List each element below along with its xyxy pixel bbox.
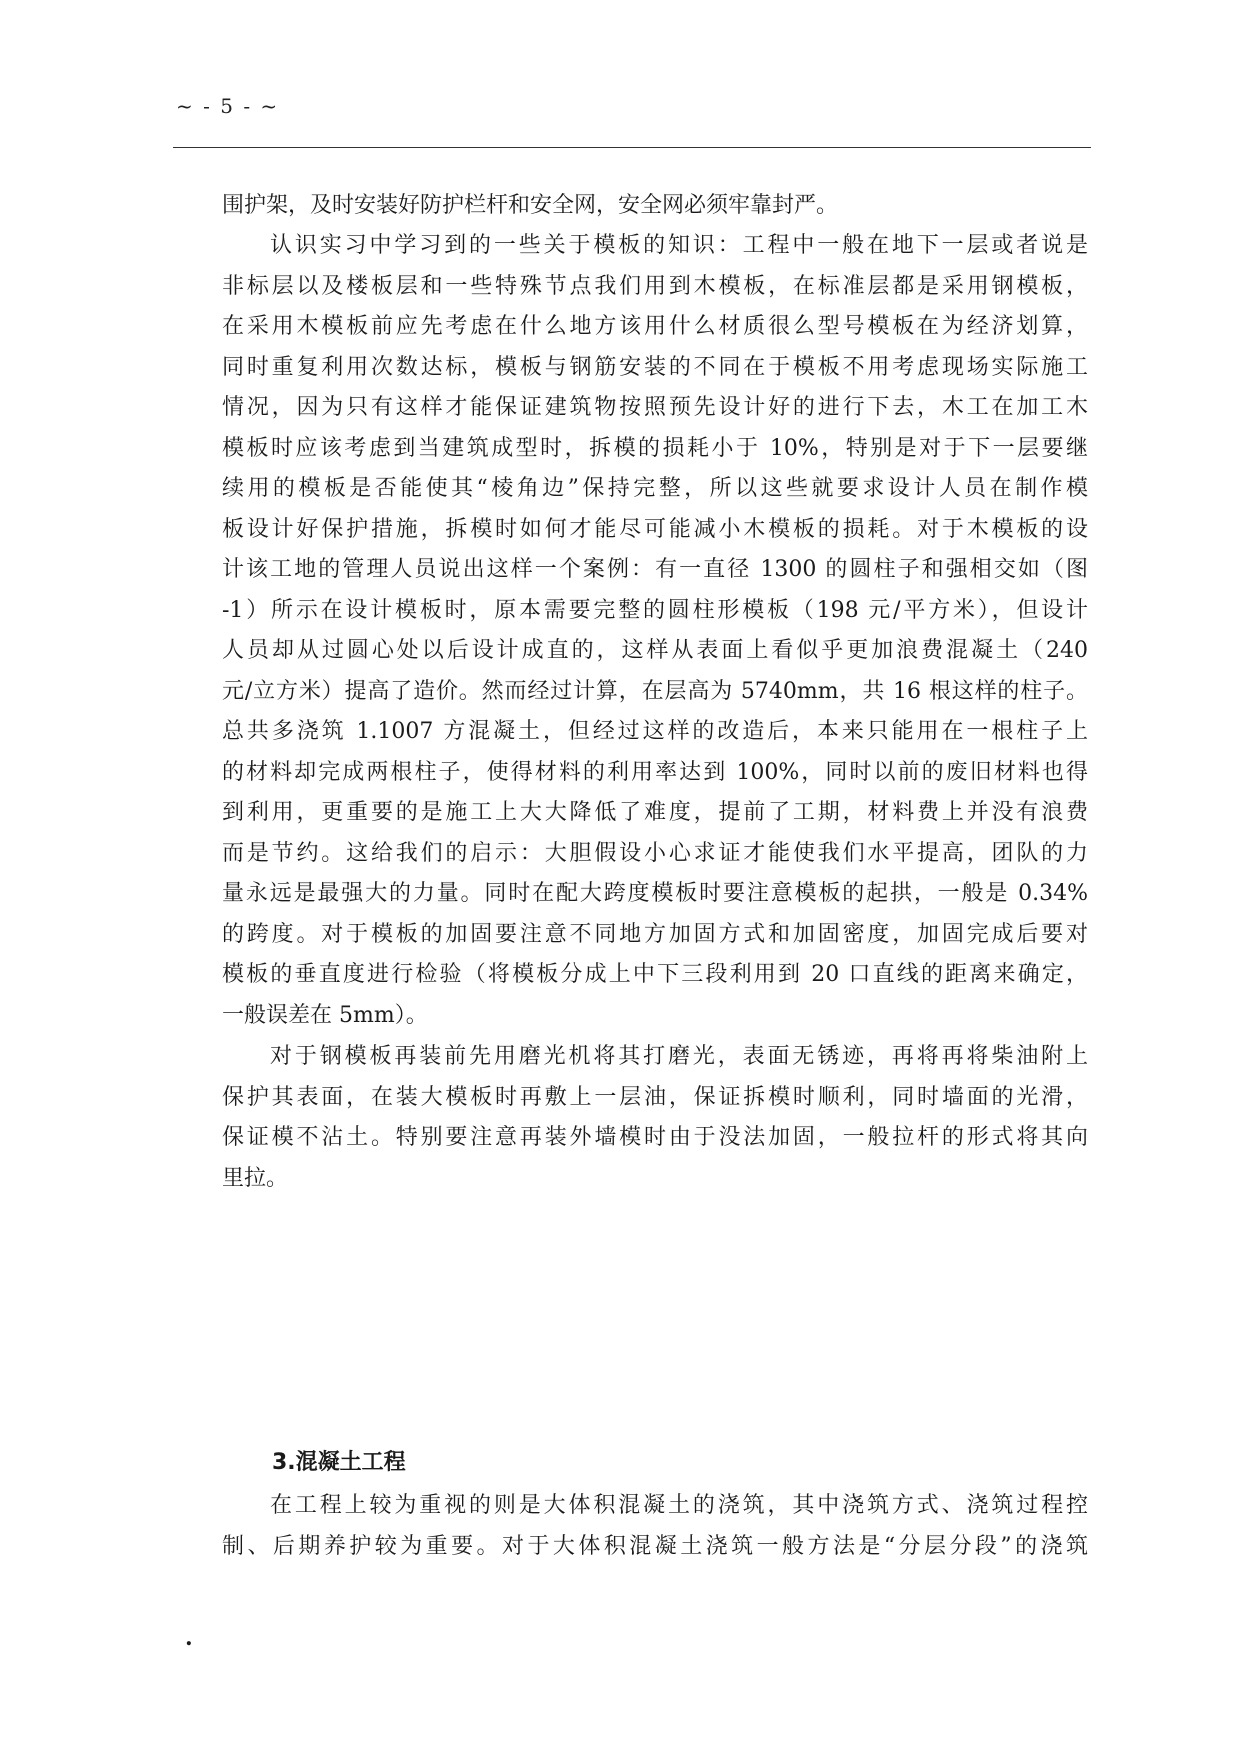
paragraph-concrete — [222, 1486, 1088, 1567]
text-line: 板设计好保护措施，拆模时如何才能尽可能减小木模板的损耗。对于木模板的设 — [222, 516, 1088, 542]
text-line: 里拉。 — [222, 1165, 289, 1191]
paragraph-continuation — [222, 186, 1088, 227]
text-line: 情况，因为只有这样才能保证建筑物按照预先设计好的进行下去，木工在加工木 — [222, 395, 1088, 420]
text-line: 人员却从过圆心处以后设计成直的，这样从表面上看似乎更加浪费混凝土（240 — [222, 638, 1088, 663]
text-line: 在工程上较为重视的则是大体积混凝土的浇筑，其中浇筑方式、浇筑过程控 — [270, 1493, 1088, 1518]
text-line: 元/立方米）提高了造价。然而经过计算，在层高为 5740mm，共 16 根这样的柱子。 — [222, 678, 1088, 704]
text-line: 而是节约。这给我们的启示：大胆假设小心求证才能使我们水平提高，团队的力 — [222, 840, 1088, 866]
text-line: 制、后期养护较为重要。对于大体积混凝土浇筑一般方法是“分层分段”的浇筑 — [222, 1533, 1088, 1559]
text-line: 总共多浇筑 1.1007 方混凝土，但经过这样的改造后，本来只能用在一根柱子上 — [222, 719, 1088, 744]
text-line: 的材料却完成两根柱子，使得材料的利用率达到 100%，同时以前的废旧材料也得 — [222, 759, 1088, 785]
paragraph-steel-formwork — [222, 1037, 1088, 1199]
text-line: 对于钢模板再装前先用磨光机将其打磨光，表面无锈迹，再将再将柴油附上 — [270, 1044, 1088, 1069]
text-line: 续用的模板是否能使其“棱角边”保持完整，所以这些就要求设计人员在制作模 — [222, 476, 1088, 501]
text-line: 模板时应该考虑到当建筑成型时，拆模的损耗小于 10%，特别是对于下一层要继 — [222, 435, 1088, 461]
text-line: 围护架，及时安装好防护栏杆和安全网，安全网必须牢靠封严。 — [222, 193, 839, 218]
text-line: 量永远是最强大的力量。同时在配大跨度模板时要注意模板的起拱，一般是 0.34% — [222, 881, 1088, 906]
header-divider — [173, 147, 1091, 148]
paragraph-formwork — [222, 226, 1088, 1036]
footer-mark: . — [185, 1625, 193, 1651]
text-line: 保护其表面，在装大模板时再敷上一层油，保证拆模时顺利，同时墙面的光滑， — [222, 1084, 1088, 1110]
text-line: 保证模不沾土。特别要注意再装外墙模时由于没法加固，一般拉杆的形式将其向 — [222, 1125, 1088, 1150]
text-line: 计该工地的管理人员说出这样一个案例：有一直径 1300 的圆柱子和强相交如（图 — [222, 557, 1088, 582]
text-line: 认识实习中学习到的一些关于模板的知识：工程中一般在地下一层或者说是 — [270, 233, 1088, 258]
text-line: 一般误差在 5mm）。 — [222, 1002, 428, 1028]
text-line: -1）所示在设计模板时，原本需要完整的圆柱形模板（198 元/平方米），但设计 — [222, 597, 1088, 623]
section-heading-concrete: 3.混凝土工程 — [272, 1450, 406, 1475]
text-line: 非标层以及楼板层和一些特殊节点我们用到木模板，在标准层都是采用钢模板， — [222, 273, 1088, 299]
text-line: 同时重复利用次数达标，模板与钢筋安装的不同在于模板不用考虑现场实际施工 — [222, 354, 1088, 380]
text-line: 在采用木模板前应先考虑在什么地方该用什么材质很么型号模板在为经济划算， — [222, 314, 1088, 339]
page-number-header: ~ - 5 - ~ — [176, 94, 280, 118]
text-line: 到利用，更重要的是施工上大大降低了难度，提前了工期，材料费上并没有浪费 — [222, 800, 1088, 825]
text-line: 的跨度。对于模板的加固要注意不同地方加固方式和加固密度，加固完成后要对 — [222, 921, 1088, 947]
text-line: 模板的垂直度进行检验（将模板分成上中下三段利用到 20 口直线的距离来确定， — [222, 962, 1088, 987]
